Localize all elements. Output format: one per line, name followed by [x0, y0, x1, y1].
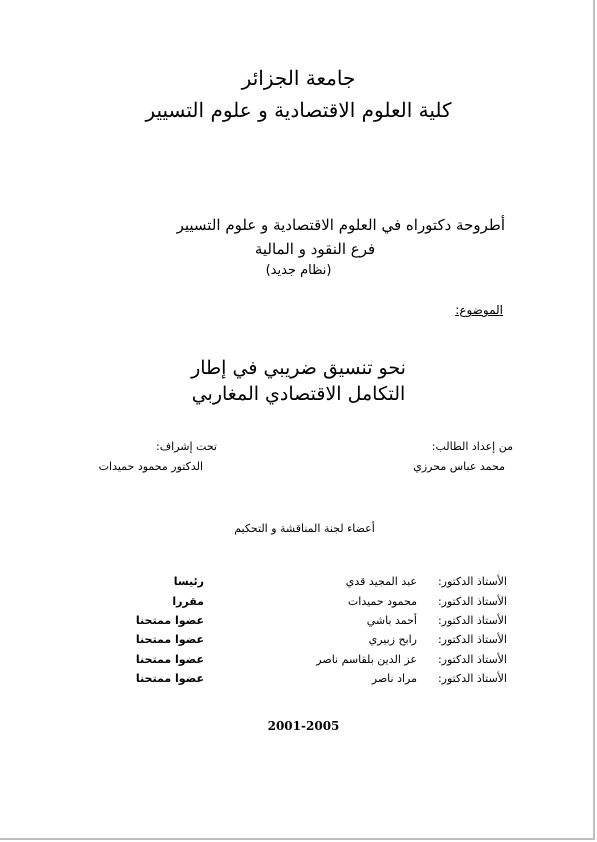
jury-member-title: الأستاذ الدكتور:	[437, 672, 507, 685]
jury-member-role: مقررا	[172, 595, 204, 608]
supervision-label: تحت إشراف:	[156, 440, 217, 453]
jury-member-role: عضوا ممتحنا	[135, 672, 204, 685]
jury-member-name: رابح زبيري	[368, 633, 417, 646]
thesis-type: أطروحة دكتوراه في العلوم الاقتصادية و علوم التسيير	[176, 216, 505, 234]
jury-member-row	[0, 595, 597, 613]
jury-member-name: أحمد باشي	[366, 614, 417, 627]
jury-member-title: الأستاذ الدكتور:	[437, 653, 507, 666]
jury-member-row	[0, 672, 597, 690]
jury-member-name: عز الدين بلقاسم ناصر	[316, 653, 417, 666]
jury-member-name: مراد ناصر	[371, 672, 417, 685]
jury-member-row	[0, 575, 597, 593]
student-name: محمد عباس محرزي	[413, 460, 505, 473]
jury-member-row	[0, 653, 597, 671]
thesis-system: (نظام جديد)	[265, 263, 332, 278]
jury-member-role: عضوا ممتحنا	[135, 633, 204, 646]
prepared-by-label: من إعداد الطالب:	[431, 440, 513, 453]
jury-member-title: الأستاذ الدكتور:	[437, 595, 507, 608]
jury-member-role: رئيسا	[173, 575, 204, 588]
jury-member-row	[0, 614, 597, 632]
subject-title-line-2: التكامل الاقتصادي المغاربي	[191, 383, 406, 405]
jury-member-name: عبد المجيد قدي	[345, 575, 417, 588]
jury-member-title: الأستاذ الدكتور:	[437, 633, 507, 646]
thesis-branch: فرع النقود و المالية	[254, 240, 376, 258]
subject-label: الموضوع:	[455, 303, 503, 317]
jury-member-role: عضوا ممتحنا	[135, 614, 204, 627]
jury-member-row	[0, 633, 597, 651]
academic-years: 2001-2005	[267, 719, 340, 733]
jury-member-title: الأستاذ الدكتور:	[437, 575, 507, 588]
supervisor-name: الدكتور محمود حميدات	[98, 460, 203, 473]
university-name: جامعة الجزائر	[241, 66, 356, 90]
jury-member-title: الأستاذ الدكتور:	[437, 614, 507, 627]
jury-member-role: عضوا ممتحنا	[135, 653, 204, 666]
jury-member-name: محمود حميدات	[347, 595, 417, 608]
subject-title-line-1: نحو تنسيق ضريبي في إطار	[191, 357, 406, 379]
faculty-name: كلية العلوم الاقتصادية و علوم التسيير	[145, 98, 452, 122]
committee-title: أعضاء لجنة المناقشة و التحكيم	[234, 522, 375, 535]
